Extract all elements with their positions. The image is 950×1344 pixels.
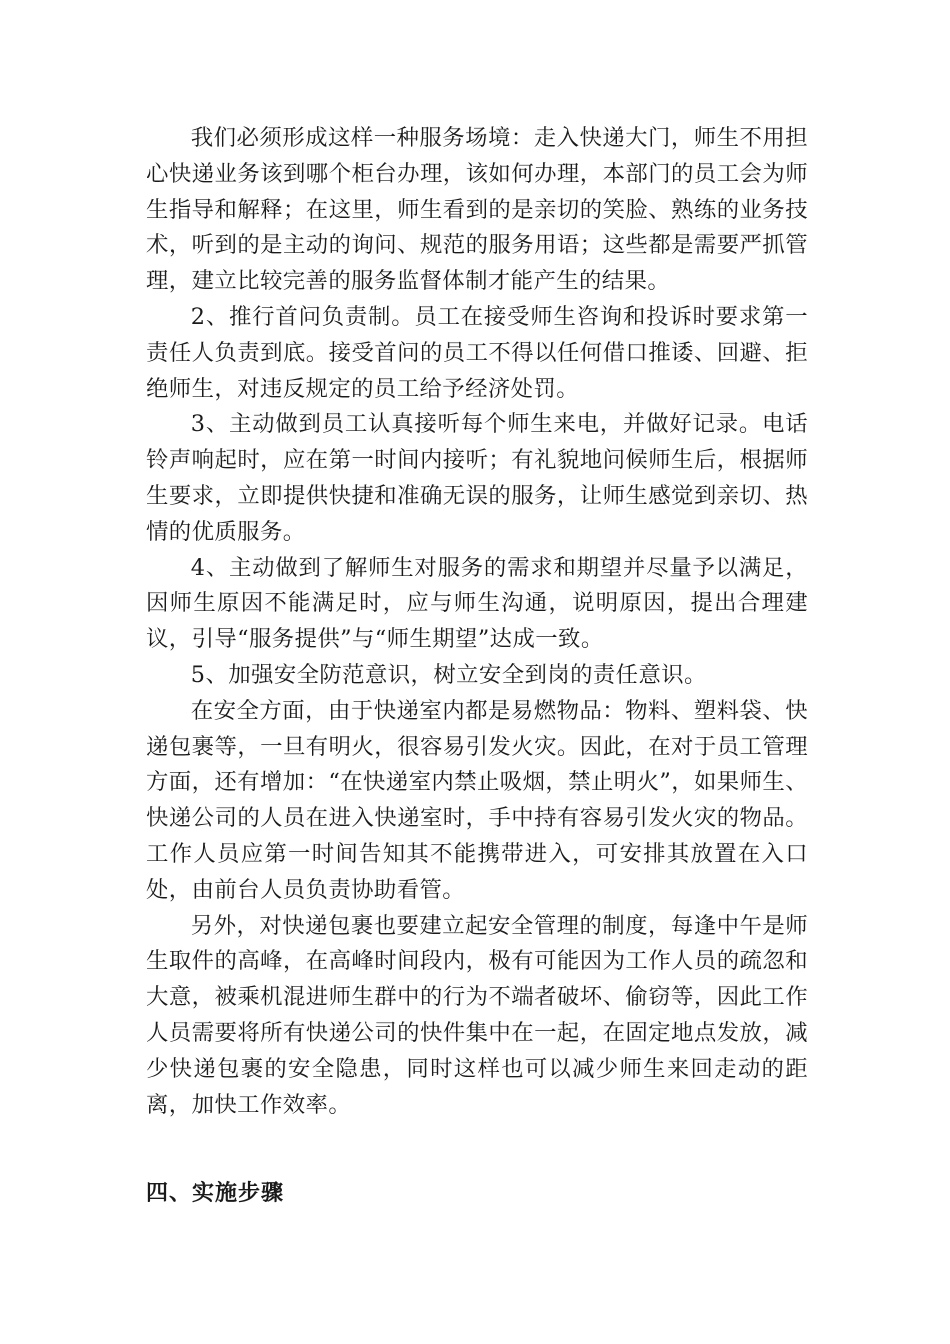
section-heading: 四、实施步骤 <box>146 1181 285 1206</box>
paragraph-needs-expectations: 4、主动做到了解师生对服务的需求和期望并尽量予以满足，因师生原因不能满足时，应与师生沟通，说明原因，提出合理建议，引导“服务提供”与“师生期望”达成一致。 <box>146 554 808 653</box>
paragraph-package-safety: 另外，对快递包裹也要建立起安全管理的制度，每逢中午是师生取件的高峰，在高峰时间段内，极有可能因为工作人员的疏忽和大意，被乘机混进师生群中的行为不端者破坏、偷窃等，因此工作人员需要将所有快递公司的快件集中在一起，在固定地点发放，减少快递包裹的安全隐患，同时这样也可以减少师生来回走动的距离，加快工作效率。 <box>146 912 808 1118</box>
paragraph-phone-answering: 3、主动做到员工认真接听每个师生来电，并做好记录。电话铃声响起时，应在第一时间内接听；有礼貌地问候师生后，根据师生要求，立即提供快捷和准确无误的服务，让师生感觉到亲切、热情的优质服务。 <box>146 411 808 545</box>
paragraph-first-responsibility: 2、推行首问负责制。员工在接受师生咨询和投诉时要求第一责任人负责到底。接受首问的员工不得以任何借口推诿、回避、拒绝师生，对违反规定的员工给予经济处罚。 <box>146 303 808 402</box>
paragraph-fire-safety: 在安全方面，由于快递室内都是易燃物品：物料、塑料袋、快递包裹等，一旦有明火，很容易引发火灾。因此，在对于员工管理方面，还有增加：“在快递室内禁止吸烟，禁止明火”，如果师生、快递公司的人员在进入快递室时，手中持有容易引发火灾的物品。工作人员应第一时间告知其不能携带进入，可安排其放置在入口处，由前台人员负责协助看管。 <box>146 697 808 903</box>
paragraph-safety-awareness: 5、加强安全防范意识，树立安全到岗的责任意识。 <box>190 661 707 688</box>
document-body <box>146 121 808 1123</box>
paragraph-service-environment: 我们必须形成这样一种服务场境：走入快递大门，师生不用担心快递业务该到哪个柜台办理，该如何办理，本部门的员工会为师生指导和解释；在这里，师生看到的是亲切的笑脸、熟练的业务技术，听到的是主动的询问、规范的服务用语；这些都是需要严抓管理，建立比较完善的服务监督体制才能产生的结果。 <box>146 125 808 295</box>
